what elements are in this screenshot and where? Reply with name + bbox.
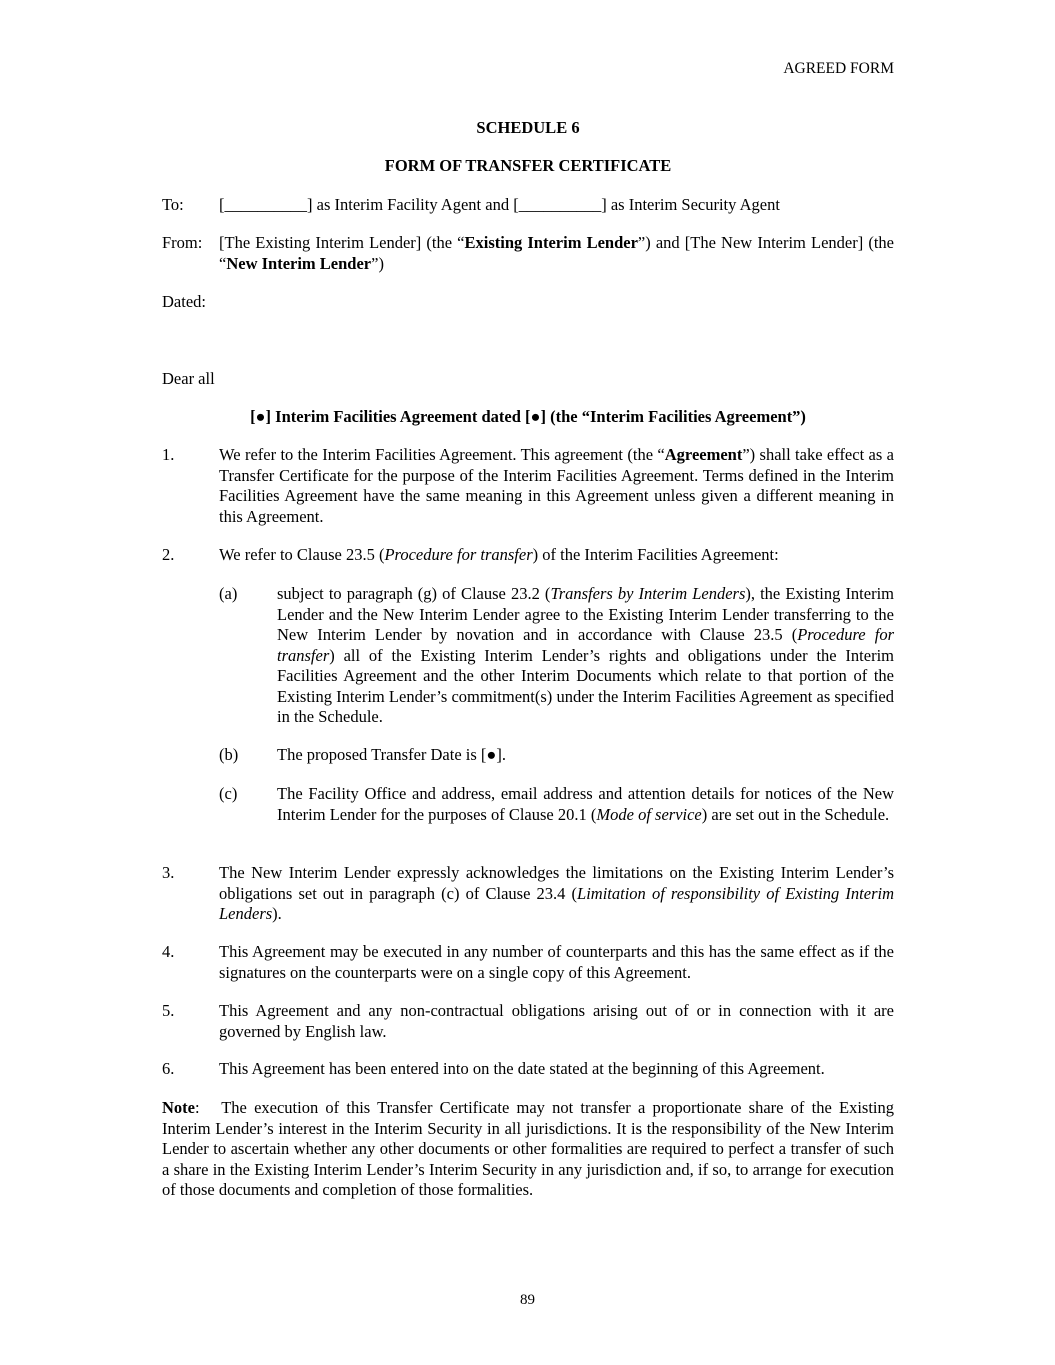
clause-3 — [162, 863, 894, 925]
sub-clause-body — [277, 584, 894, 728]
clause-2c-text-1: The Facility Office and address, email address and attention details for notices of the New Interim Lender for the purposes of Clause 20.1 ( — [277, 784, 894, 824]
note-colon: : — [194, 1098, 200, 1117]
clause-number: 2. — [162, 545, 175, 564]
clause-2a-text-3: ) all of the Existing Interim Lender’s rights and obligations under the Interim Facilities Agreement and the other Interim Documents which relate to that portion of the Existing Interim Lender’s commitment(s) under the Interim Facilities Agreement as specified in the Schedule. — [277, 645, 894, 726]
sub-clause-number: (c) — [219, 784, 238, 803]
agreement-defined-term: Agreement — [664, 445, 743, 464]
from-value — [219, 233, 894, 274]
clause-2a — [219, 584, 894, 728]
clause-2c-text-2: ) are set out in the Schedule. — [701, 804, 890, 824]
clause-3-text-1: The New Interim Lender expressly acknowledges the limitations on the Existing Interim Lender’s obligations set out in paragraph (c) of Clause 23.4 ( — [219, 863, 894, 903]
clause-2b — [219, 745, 894, 766]
sub-clause-number: (b) — [219, 745, 239, 764]
clause-body: This Agreement may be executed in any number of counterparts and this has the same effect as if the signatures on the counterparts were on a single copy of this Agreement. — [219, 942, 894, 982]
to-text-2: as Interim Security Agent — [606, 195, 780, 214]
sub-clause-body — [277, 784, 894, 825]
clause-2-text-2: ) of the Interim Facilities Agreement: — [532, 545, 779, 564]
to-label: To: — [162, 195, 184, 214]
subject-line: [●] Interim Facilities Agreement dated [●] (the “Interim Facilities Agreement”) — [250, 407, 806, 426]
from-text-3: ”) — [371, 253, 384, 273]
clause-2c-italic-ref: Mode of service — [596, 804, 702, 824]
clause-2a-text-2: ), the Existing Interim Lender and the New Interim Lender agree to the Existing Interim Lender transferring to the New Interim Lender by novation and in accordance with Clause 23.5 ( — [277, 584, 895, 644]
from-label: From: — [162, 233, 203, 252]
agreed-form-label: AGREED FORM — [783, 60, 894, 77]
clause-3-text-2: ). — [272, 904, 282, 923]
clause-1-text-1: We refer to the Interim Facilities Agreement. This agreement (the “ — [219, 445, 665, 464]
clause-2-italic-ref: Procedure for transfer — [384, 545, 533, 564]
clause-number: 5. — [162, 1001, 175, 1020]
clause-2 — [162, 545, 894, 566]
clause-5 — [162, 1001, 894, 1042]
clause-2a-italic-ref-2: Procedure for transfer — [277, 625, 894, 665]
clause-2-text-1: We refer to Clause 23.5 ( — [219, 545, 385, 564]
form-title: FORM OF TRANSFER CERTIFICATE — [384, 156, 672, 175]
facility-agent-blank: [__________] — [219, 195, 313, 214]
clause-2a-text-1: subject to paragraph (g) of Clause 23.2 ( — [277, 584, 551, 603]
clause-2a-italic-ref-1: Transfers by Interim Lenders — [550, 584, 746, 603]
note-text: The execution of this Transfer Certificate may not transfer a proportionate share of the Existing Interim Lender’s interest in the Interim Security in all jurisdictions. It is the responsibility of the New Interim Lender to ascertain whether any other documents or other formalities are required to perfect a transfer of such a share in the Existing Interim Lender’s Interim Security in any jurisdiction and, if so, to arrange for execution of those documents and completion of those formalities. — [162, 1098, 895, 1199]
sub-clause-body: The proposed Transfer Date is [●]. — [277, 745, 507, 764]
note-label: Note — [162, 1098, 195, 1117]
new-lender-defined-term: New Interim Lender — [226, 253, 372, 273]
clause-number: 6. — [162, 1059, 175, 1078]
clause-number: 1. — [162, 445, 175, 464]
clause-body: This Agreement and any non-contractual obligations arising out of or in connection with it are governed by English law. — [219, 1001, 894, 1041]
from-text-1: [The Existing Interim Lender] (the “ — [219, 233, 465, 252]
clause-3-italic-ref: Limitation of responsibility of Existing Interim Lenders — [219, 883, 894, 923]
clause-6 — [162, 1059, 894, 1080]
to-text-1: as Interim Facility Agent and — [312, 195, 514, 214]
from-text-2: ”) and [The New Interim Lender] (the “ — [219, 233, 894, 273]
clause-body — [219, 445, 894, 527]
to-value — [219, 195, 894, 216]
clause-1 — [162, 445, 894, 527]
clause-number: 4. — [162, 942, 175, 961]
clause-body — [219, 863, 894, 925]
security-agent-blank: [__________] — [513, 195, 607, 214]
schedule-title: SCHEDULE 6 — [476, 118, 580, 137]
clause-1-text-2: ”) shall take effect as a Transfer Certificate for the purpose of the Interim Facilities Agreement. Terms defined in the Interim Facilities Agreement have the same meaning in this Agreement unless given a different meaning in this Agreement. — [219, 445, 894, 526]
dated-label: Dated: — [162, 292, 206, 311]
salutation: Dear all — [162, 369, 215, 388]
clause-4 — [162, 942, 894, 983]
clause-2c — [219, 784, 894, 825]
page-number: 89 — [520, 1292, 535, 1308]
existing-lender-defined-term: Existing Interim Lender — [464, 233, 638, 252]
sub-clause-number: (a) — [219, 584, 238, 603]
clause-body: This Agreement has been entered into on the date stated at the beginning of this Agreement. — [219, 1059, 825, 1078]
clause-number: 3. — [162, 863, 175, 882]
clause-body — [219, 545, 894, 566]
note-paragraph — [162, 1098, 894, 1201]
